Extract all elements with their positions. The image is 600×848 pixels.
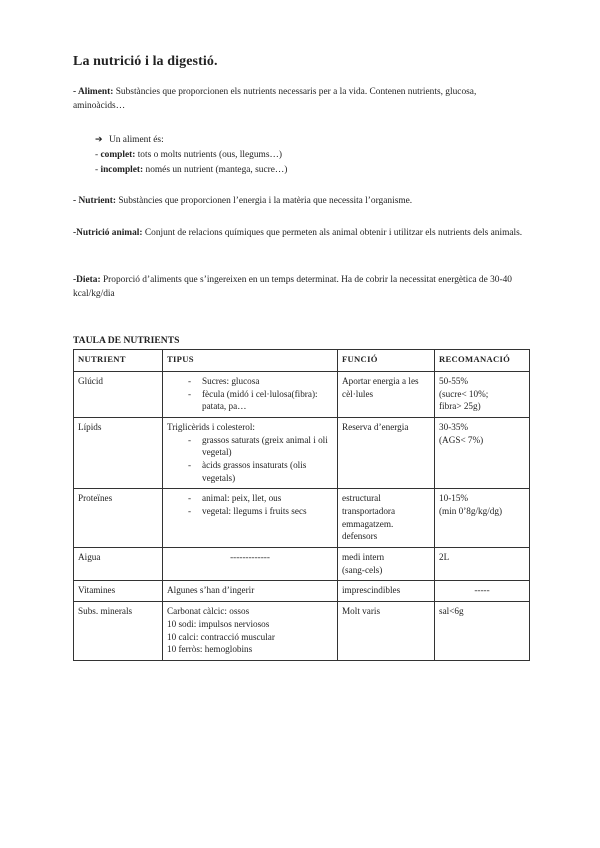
table-row-aigua [74,548,530,581]
page-title: La nutrició i la digestió. [73,54,218,69]
lipids-tipus [163,417,338,488]
list-item: - animal: peix, llet, ous [188,492,333,505]
nutrient-text: Substàncies que proporcionen l’energia i la matèria que necessita l’organisme. [115,196,413,206]
minerals-name: Subs. minerals [74,602,163,661]
complet-text: tots o molts nutrients (ous, llegums…) [135,150,282,160]
header-nutrient: NUTRIENT [74,350,163,372]
tipus-line: Carbonat càlcic: ossos [167,606,250,617]
recomanacio-line: 30-35% [439,421,469,432]
minerals-recomanacio: sal<6g [435,602,530,661]
minerals-tipus [163,602,338,661]
glucid-recomanacio [435,371,530,417]
header-tipus: TIPUS [163,350,338,372]
nutrient-label: - Nutrient: [73,196,116,206]
funcio-line: estructural [342,493,381,504]
dieta-label: -Dieta: [73,275,101,285]
funcio-line: transportadora [342,506,396,517]
glucid-tipus [163,371,338,417]
vitamines-name: Vitamines [74,581,163,602]
vitamines-funcio: imprescindibles [338,581,435,602]
list-item: - fècula (midó i cel·lulosa(fibra): patata, pa… [188,388,333,413]
aliment-intro-text: Un aliment és: [109,135,164,145]
incomplet-dash: - [95,165,101,175]
definition-aliment [73,86,529,113]
arrow-right-icon: ➔ [95,135,103,145]
aigua-name: Aigua [74,548,163,581]
table-header-row [74,350,530,372]
aigua-funcio [338,548,435,581]
incomplet-text: només un nutrient (mantega, sucre…) [143,165,288,175]
aliment-incomplet [95,164,287,178]
aliment-complet [95,149,282,163]
table-caption: TAULA DE NUTRIENTS [73,335,180,346]
list-item: - vegetal: llegums i fruits secs [188,505,333,518]
incomplet-label: incomplet: [100,165,144,175]
lipids-recomanacio [435,417,530,488]
recomanacio-line: fibra> 25g) [439,401,481,412]
complet-dash: - [95,150,101,160]
aigua-recomanacio: 2L [435,548,530,581]
list-item: - grassos saturats (greix animal i oli vegetal) [188,434,333,459]
table-row-vitamines [74,581,530,602]
proteines-funcio [338,489,435,548]
table-row-glucid [74,371,530,417]
table-row-proteines [74,489,530,548]
list-item: - Sucres: glucosa [188,375,333,388]
aliment-intro [95,134,164,148]
glucid-name: Glúcid [74,371,163,417]
vitamines-tipus: Algunes s’han d’ingerir [163,581,338,602]
lipids-funcio: Reserva d’energia [338,417,435,488]
lipids-tipus-intro: Triglicèrids i colesterol: [167,421,255,432]
recomanacio-line: (min 0’8g/kg/dg) [439,506,503,517]
complet-label: complet: [100,150,136,160]
tipus-line: 10 sodi: impulsos nerviosos [167,618,270,629]
aigua-tipus: ------------- [163,548,338,581]
nutrients-table [73,349,530,661]
recomanacio-line: 10-15% [439,493,469,504]
tipus-line: 10 calci: contracció muscular [167,631,275,642]
proteines-recomanacio [435,489,530,548]
aliment-text: Substàncies que proporcionen els nutrients necessaris per a la vida. Contenen nutrients, glucosa, aminoàcids… [73,87,477,111]
glucid-funcio: Aportar energia a les cèl·lules [338,371,435,417]
minerals-funcio: Molt varis [338,602,435,661]
table-row-minerals [74,602,530,661]
funcio-line: medi intern [342,552,385,563]
funcio-line: (sang-cels) [342,564,383,575]
header-funcio: FUNCIÓ [338,350,435,372]
definition-nutrient [73,195,529,209]
list-item: - àcids grassos insaturats (olis vegetals) [188,459,333,484]
aliment-label: - Aliment: [73,87,114,97]
dieta-text: Proporció d’aliments que s’ingereixen en un temps determinat. Ha de cobrir la necessitat energètica de 30-40 kcal/kg/dia [73,275,512,299]
definition-dieta [73,274,529,301]
funcio-line: defensors [342,531,378,542]
nutricio-animal-label: -Nutrició animal: [73,228,143,238]
definition-nutricio-animal [73,227,529,241]
nutricio-animal-text: Conjunt de relacions químiques que permeten als animal obtenir i utilitzar els nutrients dels animals. [142,228,523,238]
vitamines-recomanacio: ----- [435,581,530,602]
recomanacio-line: 50-55% [439,375,469,386]
funcio-line: emmagatzem. [342,518,394,529]
table-row-lipids [74,417,530,488]
proteines-name: Proteïnes [74,489,163,548]
recomanacio-line: (AGS< 7%) [439,434,484,445]
tipus-line: 10 ferròs: hemoglobins [167,644,253,655]
recomanacio-line: (sucre< 10%; [439,388,489,399]
lipids-name: Lípids [74,417,163,488]
header-recomanacio: RECOMANACIÓ [435,350,530,372]
proteines-tipus [163,489,338,548]
